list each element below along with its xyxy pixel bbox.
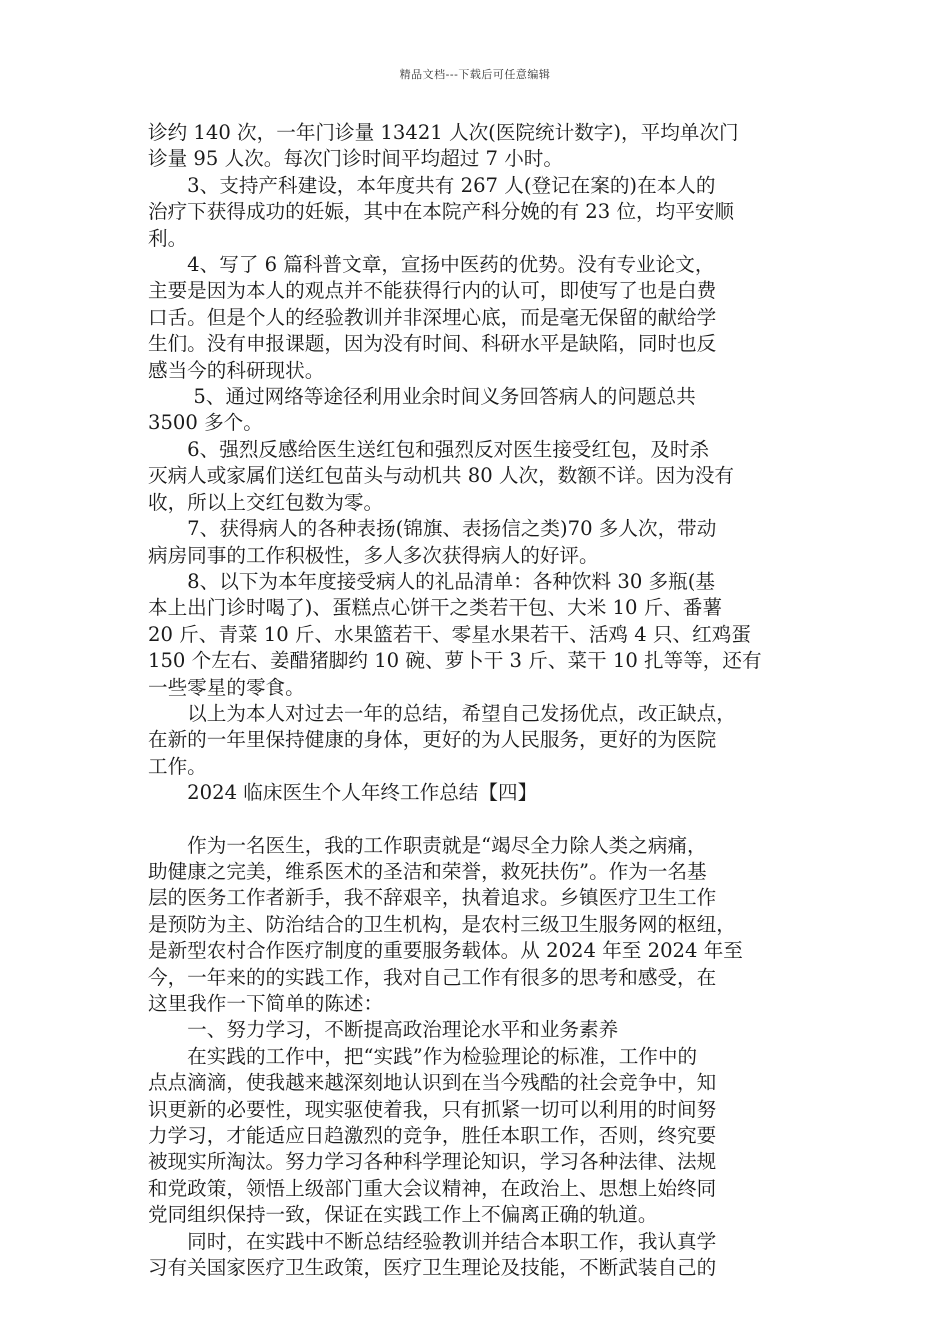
text-line: 生们。没有申报课题，因为没有时间、科研水平是缺陷，同时也反 — [148, 332, 717, 356]
text-line: 3、支持产科建设，本年度共有 267 人(登记在案的)在本人的 — [148, 173, 716, 197]
document-body — [148, 120, 830, 1281]
blank-line — [148, 807, 830, 833]
text-line: 6、强烈反感给医生送红包和强烈反对医生接受红包，及时杀 — [148, 437, 710, 461]
text-line: 灭病人或家属们送红包苗头与动机共 80 人次，数额不详。因为没有 — [148, 464, 735, 488]
text-line: 识更新的必要性，现实驱使着我，只有抓紧一切可以利用的时间努 — [148, 1097, 717, 1121]
text-line: 同时，在实践中不断总结经验教训并结合本职工作，我认真学 — [148, 1229, 717, 1253]
text-line: 病房同事的工作积极性，多人多次获得病人的好评。 — [148, 543, 599, 567]
text-line: 习有关国家医疗卫生政策，医疗卫生理论及技能，不断武装自己的 — [148, 1256, 717, 1280]
text-line: 今，一年来的的实践工作，我对自己工作有很多的思考和感受，在 — [148, 965, 717, 989]
text-line: 这里我作一下简单的陈述： — [148, 992, 384, 1015]
page-header: 精品文档---下载后可任意编辑 — [399, 68, 551, 81]
text-line: 治疗下获得成功的妊娠，其中在本院产科分娩的有 23 位，均平安顺 — [148, 200, 735, 224]
text-line: 被现实所淘汰。努力学习各种科学理论知识，学习各种法律、法规 — [148, 1150, 717, 1174]
text-line: 感当今的科研现状。 — [148, 358, 325, 382]
text-line: 3500 多个。 — [148, 411, 263, 435]
text-line: 2024 临床医生个人年终工作总结【四】 — [148, 781, 538, 805]
text-line: 20 斤、青菜 10 斤、水果篮若干、零星水果若干、活鸡 4 只、红鸡蛋 — [148, 622, 751, 646]
text-line: 7、获得病人的各种表扬(锦旗、表扬信之类)70 多人次，带动 — [148, 517, 717, 541]
text-line: 主要是因为本人的观点并不能获得行内的认可，即使写了也是白费 — [148, 279, 717, 303]
text-line: 点点滴滴，使我越来越深刻地认识到在当今残酷的社会竞争中，知 — [148, 1071, 717, 1095]
text-line: 工作。 — [148, 754, 207, 778]
text-line: 是新型农村合作医疗制度的重要服务载体。从 2024 年至 2024 年至 — [148, 939, 743, 963]
text-line: 一、努力学习，不断提高政治理论水平和业务素养 — [148, 1018, 619, 1042]
text-line: 作为一名医生，我的工作职责就是“竭尽全力除人类之病痛， — [148, 833, 707, 857]
text-line: 和党政策，领悟上级部门重大会议精神，在政治上、思想上始终同 — [148, 1176, 717, 1200]
text-line: 助健康之完美，维系医术的圣洁和荣誉，救死扶伤”。作为一名基 — [148, 859, 707, 883]
text-line: 收，所以上交红包数为零。 — [148, 490, 384, 514]
text-line: 层的医务工作者新手，我不辞艰辛，执着追求。乡镇医疗卫生工作 — [148, 886, 717, 910]
text-line: 利。 — [148, 226, 188, 250]
text-line: 口舌。但是个人的经验教训并非深埋心底，而是毫无保留的献给学 — [148, 305, 717, 329]
text-line: 本上出门诊时喝了)、蛋糕点心饼干之类若干包、大米 10 斤、番薯 — [148, 596, 723, 620]
text-line: 是预防为主、防治结合的卫生机构，是农村三级卫生服务网的枢纽， — [148, 912, 736, 936]
text-line: 诊约 140 次，一年门诊量 13421 人次(医院统计数字)，平均单次门 — [148, 121, 739, 144]
text-line: 一些零星的零食。 — [148, 675, 305, 699]
text-line: 8、以下为本年度接受病人的礼品清单：各种饮料 30 多瓶(基 — [148, 569, 715, 593]
text-line: 在实践的工作中，把“实践”作为检验理论的标准，工作中的 — [148, 1044, 698, 1068]
text-line: 党同组织保持一致，保证在实践工作上不偏离正确的轨道。 — [148, 1203, 658, 1227]
text-line: 4、写了 6 篇科普文章，宣扬中医药的优势。没有专业论文， — [148, 253, 715, 277]
text-line: 力学习，才能适应日趋激烈的竞争，胜任本职工作，否则，终究要 — [148, 1124, 717, 1148]
text-line: 150 个左右、姜醋猪脚约 10 碗、萝卜干 3 斤、菜干 10 扎等等，还有 — [148, 649, 762, 673]
text-line: 在新的一年里保持健康的身体，更好的为人民服务，更好的为医院 — [148, 728, 717, 752]
text-line: 以上为本人对过去一年的总结，希望自己发扬优点，改正缺点， — [148, 701, 736, 725]
text-line: 诊量 95 人次。每次门诊时间平均超过 7 小时。 — [148, 147, 563, 171]
text-line: 5、通过网络等途径利用业余时间义务回答病人的问题总共 — [148, 385, 696, 409]
